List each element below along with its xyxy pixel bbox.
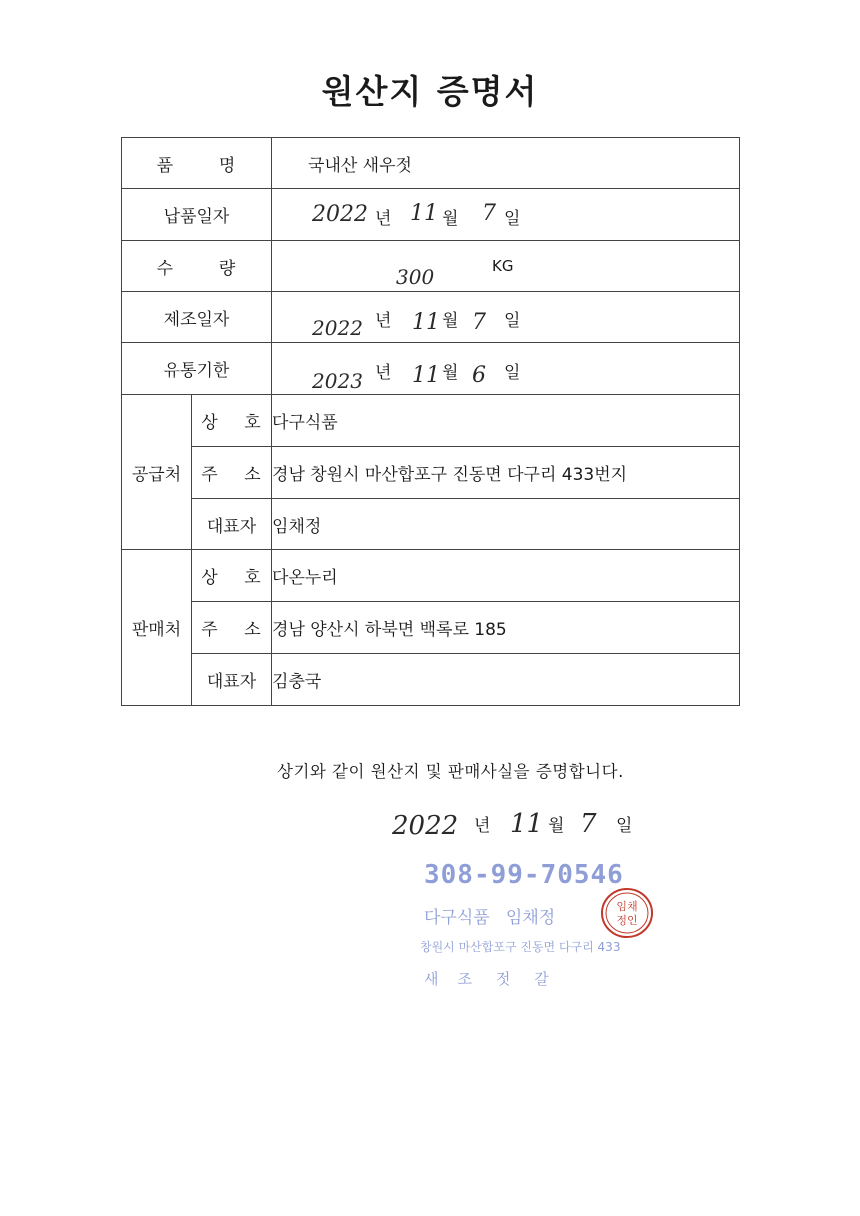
seal-text-top: 임채 — [616, 900, 638, 913]
expiry-day-unit: 일 — [504, 363, 521, 383]
value-manufacture-date — [272, 292, 740, 343]
row-supplier-representative — [122, 499, 740, 550]
manufacture-month-handwritten: 11 — [412, 310, 441, 335]
stamp-product-line: 새 조 젓 갈 — [424, 970, 549, 988]
row-seller-representative — [122, 654, 740, 706]
value-seller-address: 경남 양산시 하북면 백록로 185 — [272, 602, 740, 654]
manufacture-year-unit: 년 — [375, 311, 392, 331]
signed-month-unit: 월 — [548, 816, 565, 836]
label-supplier: 공급처 — [122, 395, 192, 550]
expiry-month-handwritten: 11 — [412, 363, 441, 388]
label-manufacture-date: 제조일자 — [122, 292, 272, 343]
row-delivery-date — [122, 189, 740, 241]
row-supplier-company — [122, 395, 740, 447]
manufacture-day-unit: 일 — [504, 311, 521, 331]
row-supplier-address — [122, 447, 740, 499]
label-seller-representative: 대표자 — [192, 654, 272, 706]
label-quantity: 수 량 — [122, 241, 272, 292]
certificate-table — [121, 137, 740, 706]
stamp-company-line: 다구식품 임채정 — [424, 908, 556, 928]
label-supplier-representative: 대표자 — [192, 499, 272, 550]
manufacture-day-handwritten: 7 — [472, 310, 487, 335]
value-supplier-representative: 임채정 — [272, 499, 740, 550]
label-seller-address: 주 소 — [192, 602, 272, 654]
delivery-year-unit: 년 — [375, 209, 392, 229]
manufacture-month-unit: 월 — [442, 311, 459, 331]
stamp-business-number: 308-99-70546 — [424, 860, 624, 890]
row-quantity — [122, 241, 740, 292]
signed-day-handwritten: 7 — [580, 809, 597, 839]
delivery-month-handwritten: 11 — [410, 201, 439, 226]
expiry-year-handwritten: 2023 — [312, 369, 363, 393]
value-supplier-company: 다구식품 — [272, 395, 740, 447]
label-supplier-company: 상 호 — [192, 395, 272, 447]
row-item-name — [122, 138, 740, 189]
delivery-month-unit: 월 — [442, 209, 459, 229]
quantity-unit: KG — [492, 257, 514, 275]
manufacture-year-handwritten: 2022 — [312, 316, 363, 340]
value-delivery-date — [272, 189, 740, 241]
expiry-month-unit: 월 — [442, 363, 459, 383]
seal-text-bottom: 정인 — [616, 914, 638, 927]
label-seller-company: 상 호 — [192, 550, 272, 602]
certification-statement: 상기와 같이 원산지 및 판매사실을 증명합니다. — [277, 762, 624, 781]
quantity-handwritten: 300 — [396, 265, 435, 289]
signed-year-unit: 년 — [474, 816, 491, 836]
signed-year-handwritten: 2022 — [392, 811, 459, 841]
label-seller: 판매처 — [122, 550, 192, 706]
row-seller-company — [122, 550, 740, 602]
expiry-year-unit: 년 — [375, 363, 392, 383]
value-seller-representative: 김충국 — [272, 654, 740, 706]
label-delivery-date: 납품일자 — [122, 189, 272, 241]
value-quantity — [272, 241, 740, 292]
value-expiry — [272, 343, 740, 395]
row-seller-address — [122, 602, 740, 654]
row-expiry — [122, 343, 740, 395]
value-supplier-address: 경남 창원시 마산합포구 진동면 다구리 433번지 — [272, 447, 740, 499]
personal-seal — [600, 887, 654, 939]
value-seller-company: 다온누리 — [272, 550, 740, 602]
delivery-year-handwritten: 2022 — [312, 202, 369, 227]
signed-day-unit: 일 — [616, 816, 633, 836]
label-supplier-address: 주 소 — [192, 447, 272, 499]
value-item-name: 국내산 새우젓 — [272, 138, 740, 189]
expiry-day-handwritten: 6 — [472, 363, 487, 388]
row-manufacture-date — [122, 292, 740, 343]
delivery-day-unit: 일 — [504, 209, 521, 229]
stamp-address-line: 창원시 마산합포구 진동면 다구리 433 — [420, 940, 621, 954]
label-expiry: 유통기한 — [122, 343, 272, 395]
signed-month-handwritten: 11 — [510, 809, 544, 839]
document-title: 원산지 증명서 — [321, 72, 539, 111]
delivery-day-handwritten: 7 — [482, 201, 497, 226]
label-item-name: 품 명 — [122, 138, 272, 189]
